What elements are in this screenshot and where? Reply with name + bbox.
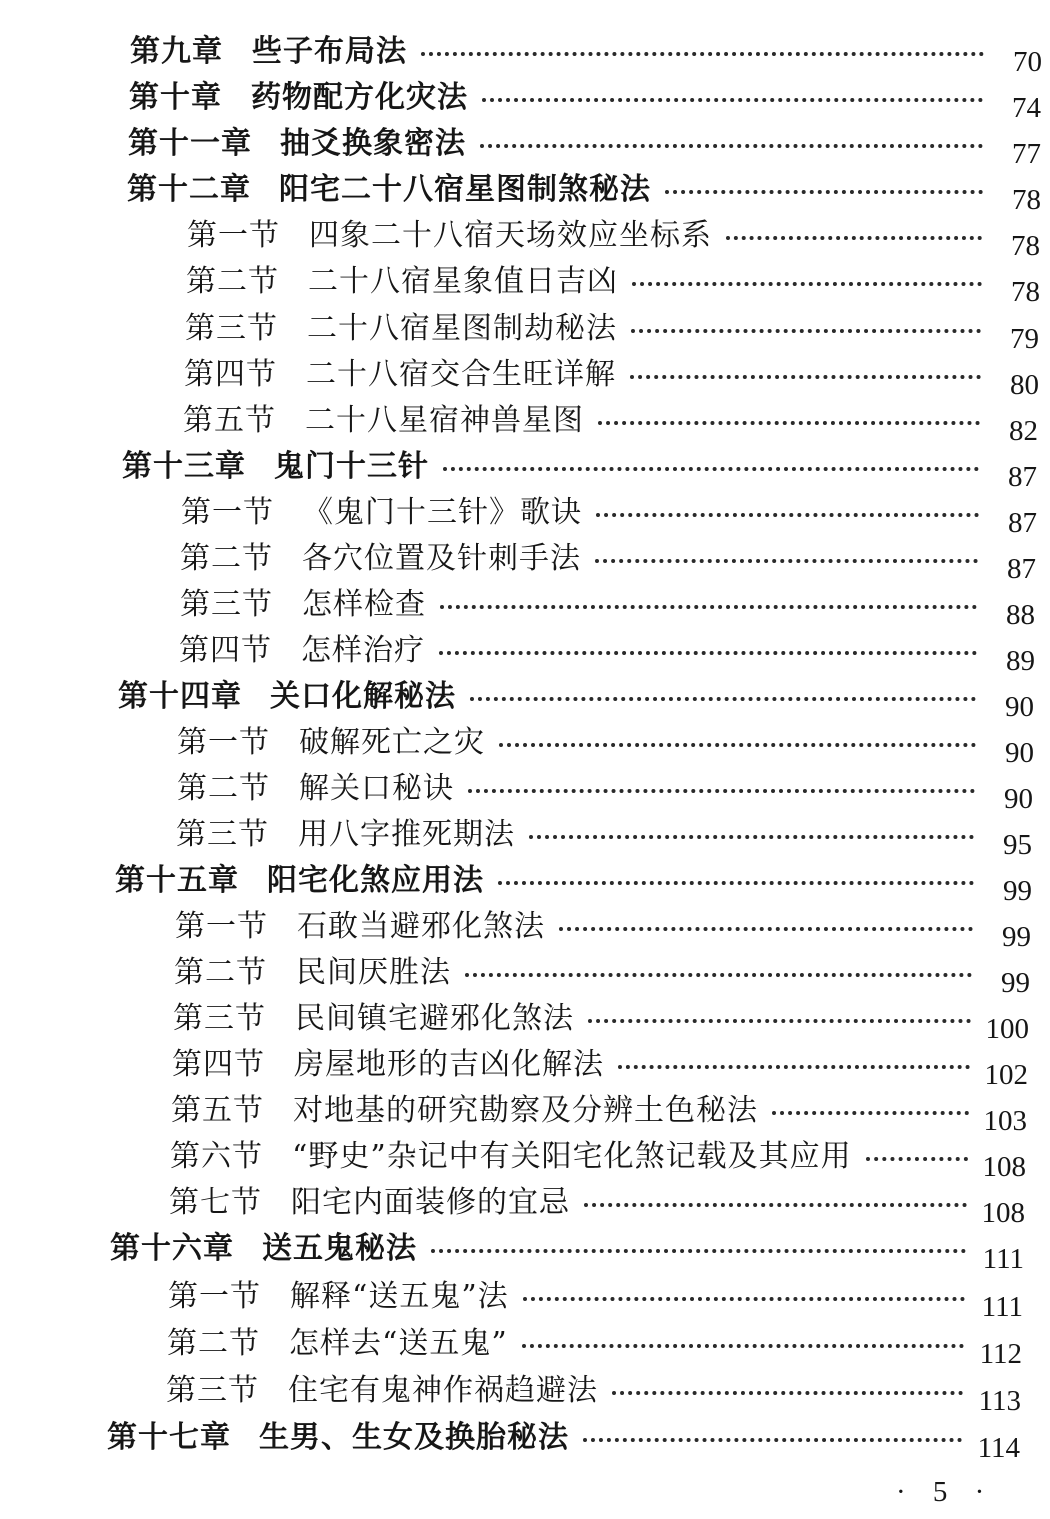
toc-label <box>180 539 581 579</box>
section-title: 民间镇宅避邪化煞法 <box>295 1001 574 1036</box>
toc-label <box>115 861 484 901</box>
toc-label <box>127 170 651 210</box>
toc-label <box>174 953 451 993</box>
chapter-title: 鬼门十三针 <box>274 449 429 484</box>
section-number: 第三节 <box>180 587 273 622</box>
dot-leader <box>498 881 974 885</box>
dot-leader <box>440 605 977 609</box>
section-number: 第三节 <box>176 817 269 852</box>
section-title: 破解死亡之灾 <box>299 725 485 760</box>
toc-section <box>172 1041 1028 1091</box>
dot-leader <box>439 651 977 655</box>
dot-leader <box>588 1019 971 1023</box>
dot-leader <box>465 973 972 977</box>
toc-section <box>169 1179 1025 1229</box>
page-number: 77 <box>1012 138 1041 170</box>
section-title: 各穴位置及针刺手法 <box>302 541 581 576</box>
page-number: 82 <box>1009 415 1038 447</box>
toc-chapter-10 <box>129 74 1041 124</box>
section-number: 第三节 <box>166 1373 259 1408</box>
page-number: 100 <box>985 1013 1029 1045</box>
toc-label <box>118 677 456 717</box>
page-number: 87 <box>1008 461 1037 493</box>
toc-label <box>110 1229 417 1269</box>
toc-label <box>128 124 466 164</box>
dot-leader <box>584 1203 967 1207</box>
dot-leader <box>431 1249 966 1253</box>
page-number: 90 <box>1004 783 1033 815</box>
page-number: 87 <box>1008 507 1037 539</box>
chapter-number: 第十三章 <box>122 449 246 484</box>
page-number: 87 <box>1007 553 1036 585</box>
section-number: 第四节 <box>172 1047 265 1082</box>
toc-label <box>173 999 574 1039</box>
section-title: 解关口秘诀 <box>299 771 454 806</box>
chapter-title: 些子布局法 <box>252 34 407 69</box>
toc-label <box>177 723 485 763</box>
dot-leader <box>665 190 983 194</box>
dot-leader <box>482 98 983 102</box>
section-number: 第五节 <box>171 1093 264 1128</box>
toc-chapter-15 <box>115 857 1032 907</box>
section-number: 第二节 <box>186 264 279 299</box>
toc-section <box>180 535 1036 585</box>
section-title: 怎样治疗 <box>301 633 425 668</box>
section-title: 石敢当避邪化煞法 <box>297 909 545 944</box>
page-number: 89 <box>1006 645 1035 677</box>
section-number: 第一节 <box>168 1279 261 1314</box>
toc-chapter-12 <box>127 166 1041 216</box>
toc-label <box>177 769 454 809</box>
toc-label <box>172 1045 604 1085</box>
toc-section <box>180 581 1035 631</box>
dot-leader <box>421 52 984 56</box>
page-number: 90 <box>1005 737 1034 769</box>
toc-section <box>173 995 1029 1045</box>
page-number: 108 <box>981 1197 1025 1229</box>
toc-chapter-11 <box>128 120 1041 170</box>
toc-section <box>185 305 1039 355</box>
dot-leader <box>596 513 979 517</box>
toc-chapter-9 <box>130 28 1042 78</box>
section-number: 第三节 <box>185 311 278 346</box>
page-number: 102 <box>984 1059 1028 1091</box>
toc-section <box>177 719 1034 769</box>
dot-leader <box>529 835 974 839</box>
dot-leader <box>726 236 982 240</box>
toc-section <box>176 811 1032 861</box>
section-number: 第一节 <box>181 495 274 530</box>
dot-leader <box>583 1438 962 1442</box>
chapter-title: 生男、生女及换胎秘法 <box>259 1420 569 1455</box>
toc-section <box>183 397 1038 447</box>
toc-section <box>179 627 1035 677</box>
toc-label <box>176 815 515 855</box>
section-number: 第五节 <box>183 403 276 438</box>
dot-leader <box>559 927 973 931</box>
toc-label <box>184 355 616 395</box>
toc-section <box>174 949 1030 999</box>
section-title: 怎样去“送五鬼” <box>289 1326 508 1361</box>
toc-label <box>107 1418 569 1458</box>
toc-section <box>184 351 1039 401</box>
page-number: 99 <box>1002 921 1031 953</box>
section-number: 第四节 <box>184 357 277 392</box>
page-number: 90 <box>1005 691 1034 723</box>
page-number: 79 <box>1010 323 1039 355</box>
chapter-number: 第十七章 <box>107 1420 231 1455</box>
chapter-number: 第十一章 <box>128 126 252 161</box>
section-title: 对地基的研究勘察及分辨土色秘法 <box>293 1093 758 1128</box>
chapter-title: 送五鬼秘法 <box>262 1231 417 1266</box>
section-title: 四象二十八宿天场效应坐标系 <box>309 218 712 253</box>
page-number: 78 <box>1011 230 1040 262</box>
toc-label <box>180 585 426 625</box>
section-number: 第六节 <box>170 1139 263 1174</box>
section-title: 二十八宿星图制劫秘法 <box>307 311 617 346</box>
section-title: 住宅有鬼神作祸趋避法 <box>288 1373 598 1408</box>
chapter-number: 第十四章 <box>118 679 242 714</box>
section-number: 第二节 <box>174 955 267 990</box>
chapter-number: 第十二章 <box>127 172 251 207</box>
toc-label <box>171 1091 758 1131</box>
toc-label <box>170 1137 852 1177</box>
toc-section <box>168 1273 1023 1323</box>
section-title: 阳宅内面装修的宜忌 <box>291 1185 570 1220</box>
section-title: 房屋地形的吉凶化解法 <box>294 1047 604 1082</box>
dot-leader <box>618 1065 970 1069</box>
toc-chapter-14 <box>118 673 1034 723</box>
dot-leader <box>772 1111 969 1115</box>
section-title: 二十八星宿神兽星图 <box>305 403 584 438</box>
toc-section <box>187 212 1040 262</box>
section-number: 第三节 <box>173 1001 266 1036</box>
chapter-title: 阳宅二十八宿星图制煞秘法 <box>279 172 651 207</box>
toc-chapter-13 <box>122 443 1037 493</box>
page-number: 99 <box>1003 875 1032 907</box>
toc-label <box>185 309 617 349</box>
chapter-number: 第九章 <box>130 34 223 69</box>
page-number: 114 <box>977 1432 1020 1464</box>
chapter-title: 药物配方化灾法 <box>251 80 468 115</box>
dot-leader <box>612 1391 963 1395</box>
dot-leader <box>595 559 978 563</box>
chapter-title: 抽爻换象密法 <box>280 126 466 161</box>
toc-label <box>175 907 545 947</box>
toc-section <box>167 1320 1022 1370</box>
page-number: 103 <box>983 1105 1027 1137</box>
dot-leader <box>470 697 976 701</box>
page-number: 78 <box>1011 276 1040 308</box>
toc-chapter-17 <box>107 1414 1020 1464</box>
section-title: 二十八宿交合生旺详解 <box>306 357 616 392</box>
toc-label <box>168 1277 509 1317</box>
dot-leader <box>499 743 976 747</box>
toc-section <box>170 1133 1026 1183</box>
toc-label <box>181 493 582 533</box>
section-title: “野史”杂记中有关阳宅化煞记载及其应用 <box>292 1139 852 1174</box>
toc-label <box>129 78 468 118</box>
toc-section <box>171 1087 1027 1137</box>
chapter-title: 关口化解秘法 <box>270 679 456 714</box>
toc-label <box>167 1324 508 1364</box>
toc-label <box>179 631 425 671</box>
toc-label <box>169 1183 570 1223</box>
page-number: 95 <box>1003 829 1032 861</box>
toc-label <box>186 262 618 302</box>
dot-leader <box>598 421 980 425</box>
dot-leader <box>631 329 981 333</box>
section-title: 二十八宿星象值日吉凶 <box>308 264 618 299</box>
dot-leader <box>630 375 981 379</box>
page-number: 111 <box>982 1243 1024 1275</box>
dot-leader <box>480 144 983 148</box>
chapter-number: 第十章 <box>129 80 222 115</box>
chapter-number: 第十六章 <box>110 1231 234 1266</box>
section-title: 民间厌胜法 <box>296 955 451 990</box>
page-number: 70 <box>1013 46 1042 78</box>
page-folio: · 5 · <box>896 1476 995 1508</box>
page-number: 74 <box>1012 92 1041 124</box>
section-title: 怎样检查 <box>302 587 426 622</box>
section-number: 第四节 <box>179 633 272 668</box>
dot-leader <box>523 1297 965 1301</box>
section-title: 用八字推死期法 <box>298 817 515 852</box>
section-number: 第二节 <box>180 541 273 576</box>
toc-label <box>183 401 584 441</box>
dot-leader <box>522 1344 964 1348</box>
section-title: 《鬼门十三针》歌诀 <box>303 495 582 530</box>
section-number: 第一节 <box>187 218 280 253</box>
dot-leader <box>632 282 982 286</box>
toc-section <box>175 903 1031 953</box>
dot-leader <box>468 789 975 793</box>
section-number: 第二节 <box>177 771 270 806</box>
page-number: 78 <box>1012 184 1041 216</box>
toc-label <box>187 216 712 256</box>
section-number: 第二节 <box>167 1326 260 1361</box>
page-number: 112 <box>979 1338 1022 1370</box>
toc-section <box>181 489 1037 539</box>
section-number: 第七节 <box>169 1185 262 1220</box>
page-number: 88 <box>1006 599 1035 631</box>
chapter-title: 阳宅化煞应用法 <box>267 863 484 898</box>
page-number: 108 <box>982 1151 1026 1183</box>
page-number: 80 <box>1010 369 1039 401</box>
dot-leader <box>866 1157 968 1161</box>
toc-label <box>130 32 407 72</box>
section-number: 第一节 <box>177 725 270 760</box>
toc-section <box>177 765 1033 815</box>
toc-section <box>186 258 1040 308</box>
chapter-number: 第十五章 <box>115 863 239 898</box>
page-number: 113 <box>978 1385 1021 1417</box>
section-number: 第一节 <box>175 909 268 944</box>
section-title: 解释“送五鬼”法 <box>290 1279 509 1314</box>
toc-section <box>166 1367 1021 1417</box>
toc-label <box>166 1371 598 1411</box>
toc-label <box>122 447 429 487</box>
page-number: 99 <box>1001 967 1030 999</box>
dot-leader <box>443 467 979 471</box>
toc-chapter-16 <box>110 1225 1024 1275</box>
page-number: 111 <box>981 1291 1023 1323</box>
